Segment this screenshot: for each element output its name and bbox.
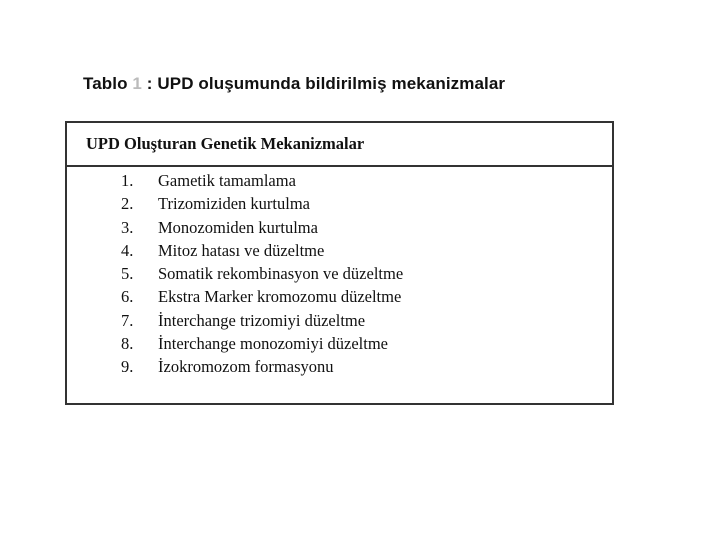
item-text: Monozomiden kurtulma [158,217,318,237]
caption-number: 1 [132,74,142,93]
item-text: Mitoz hatası ve düzeltme [158,240,325,260]
list-item [67,218,612,241]
item-number: 6. [121,287,134,307]
list-item [67,241,612,264]
item-text: Trizomiziden kurtulma [158,194,310,214]
mechanisms-table [65,121,614,405]
caption-separator: : [141,74,158,93]
mechanisms-list [67,167,612,381]
item-text: Ekstra Marker kromozomu düzeltme [158,287,402,307]
item-number: 9. [121,357,134,377]
item-number: 2. [121,194,134,214]
item-number: 1. [121,171,134,190]
item-text: Gametik tamamlama [158,171,296,190]
item-number: 3. [121,217,134,237]
item-number: 8. [121,334,134,354]
item-number: 7. [121,310,134,330]
item-text: İnterchange trizomiyi düzeltme [158,310,366,330]
list-item [67,264,612,287]
item-number: 5. [121,264,134,284]
list-item [67,287,612,310]
list-item [67,171,612,194]
table-header: UPD Oluşturan Genetik Mekanizmalar [67,123,612,167]
table-caption [83,74,505,94]
caption-title: UPD oluşumunda bildirilmiş mekanizmalar [157,74,506,93]
list-item [67,357,612,380]
item-number: 4. [121,240,134,260]
item-text: İzokromozom formasyonu [158,357,334,377]
list-item [67,334,612,357]
caption-label: Tablo [83,74,128,93]
list-item [67,311,612,334]
item-text: İnterchange monozomiyi düzeltme [158,334,389,354]
list-item [67,194,612,217]
item-text: Somatik rekombinasyon ve düzeltme [158,264,404,284]
